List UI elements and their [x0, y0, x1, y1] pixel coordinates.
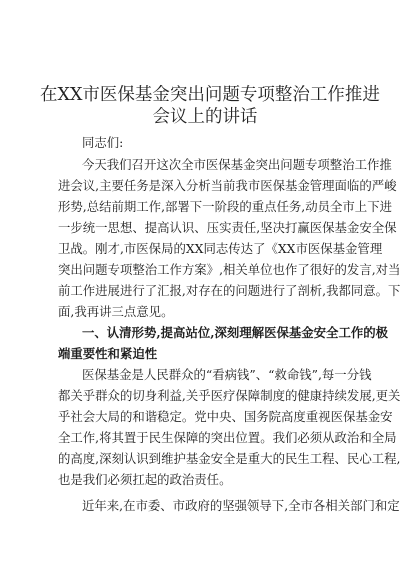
- document-title-line-1: 在XX市医保基金突出问题专项整治工作推进: [40, 85, 380, 105]
- paragraph-1-line-7: 前工作进展进行了汇报,对存在的问题进行了剖析,我都同意。下: [58, 283, 401, 298]
- section-heading-line-2: 端重要性和紧迫性: [58, 346, 158, 361]
- section-heading-line-1: 一、认清形势,提高站位,深刻理解医保基金安全工作的极: [82, 325, 389, 340]
- paragraph-2-line-3: 乎社会大局的和谐稳定。党中央、国务院高度重视医保基金安: [58, 409, 393, 424]
- paragraph-3-line-1: 近年来,在市委、市政府的坚强领导下,全市各相关部门和定: [82, 498, 400, 513]
- paragraph-1-line-1: 今天我们召开这次全市医保基金突出问题专项整治工作推: [82, 157, 392, 172]
- paragraph-2-line-5: 的高度,深刻认识到维护基金安全是重大的民生工程、民心工程,: [58, 451, 401, 466]
- paragraph-1-line-8: 面,我再讲三点意见。: [58, 304, 174, 319]
- paragraph-1-line-6: 突出问题专项整治工作方案》,相关单位也作了很好的发言,对当: [58, 262, 401, 277]
- paragraph-1-line-3: 形势,总结前期工作,部署下一阶段的重点任务,动员全市上下进: [58, 199, 392, 214]
- paragraph-2-line-4: 全工作,将其置于民生保障的突出位置。我们必须从政治和全局: [58, 430, 397, 445]
- salutation: 同志们:: [82, 135, 124, 150]
- paragraph-2-line-1: 医保基金是人民群众的“看病钱”、“救命钱”,每一分钱: [82, 367, 372, 382]
- paragraph-1-line-5: 卫战。刚才,市医保局的XX同志传达了《XX市医保基金管理: [58, 241, 383, 256]
- paragraph-1-line-4: 一步统一思想、提高认识、压实责任,坚决打赢医保基金安全保: [58, 220, 397, 235]
- paragraph-2-line-6: 也是我们必须扛起的政治责任。: [58, 472, 232, 487]
- document-title-line-2: 会议上的讲话: [152, 107, 258, 127]
- paragraph-2-line-2: 都关乎群众的切身利益,关乎医疗保障制度的健康持续发展,更关: [58, 388, 401, 403]
- paragraph-1-line-2: 进会议,主要任务是深入分析当前我市医保基金管理面临的严峻: [58, 178, 397, 193]
